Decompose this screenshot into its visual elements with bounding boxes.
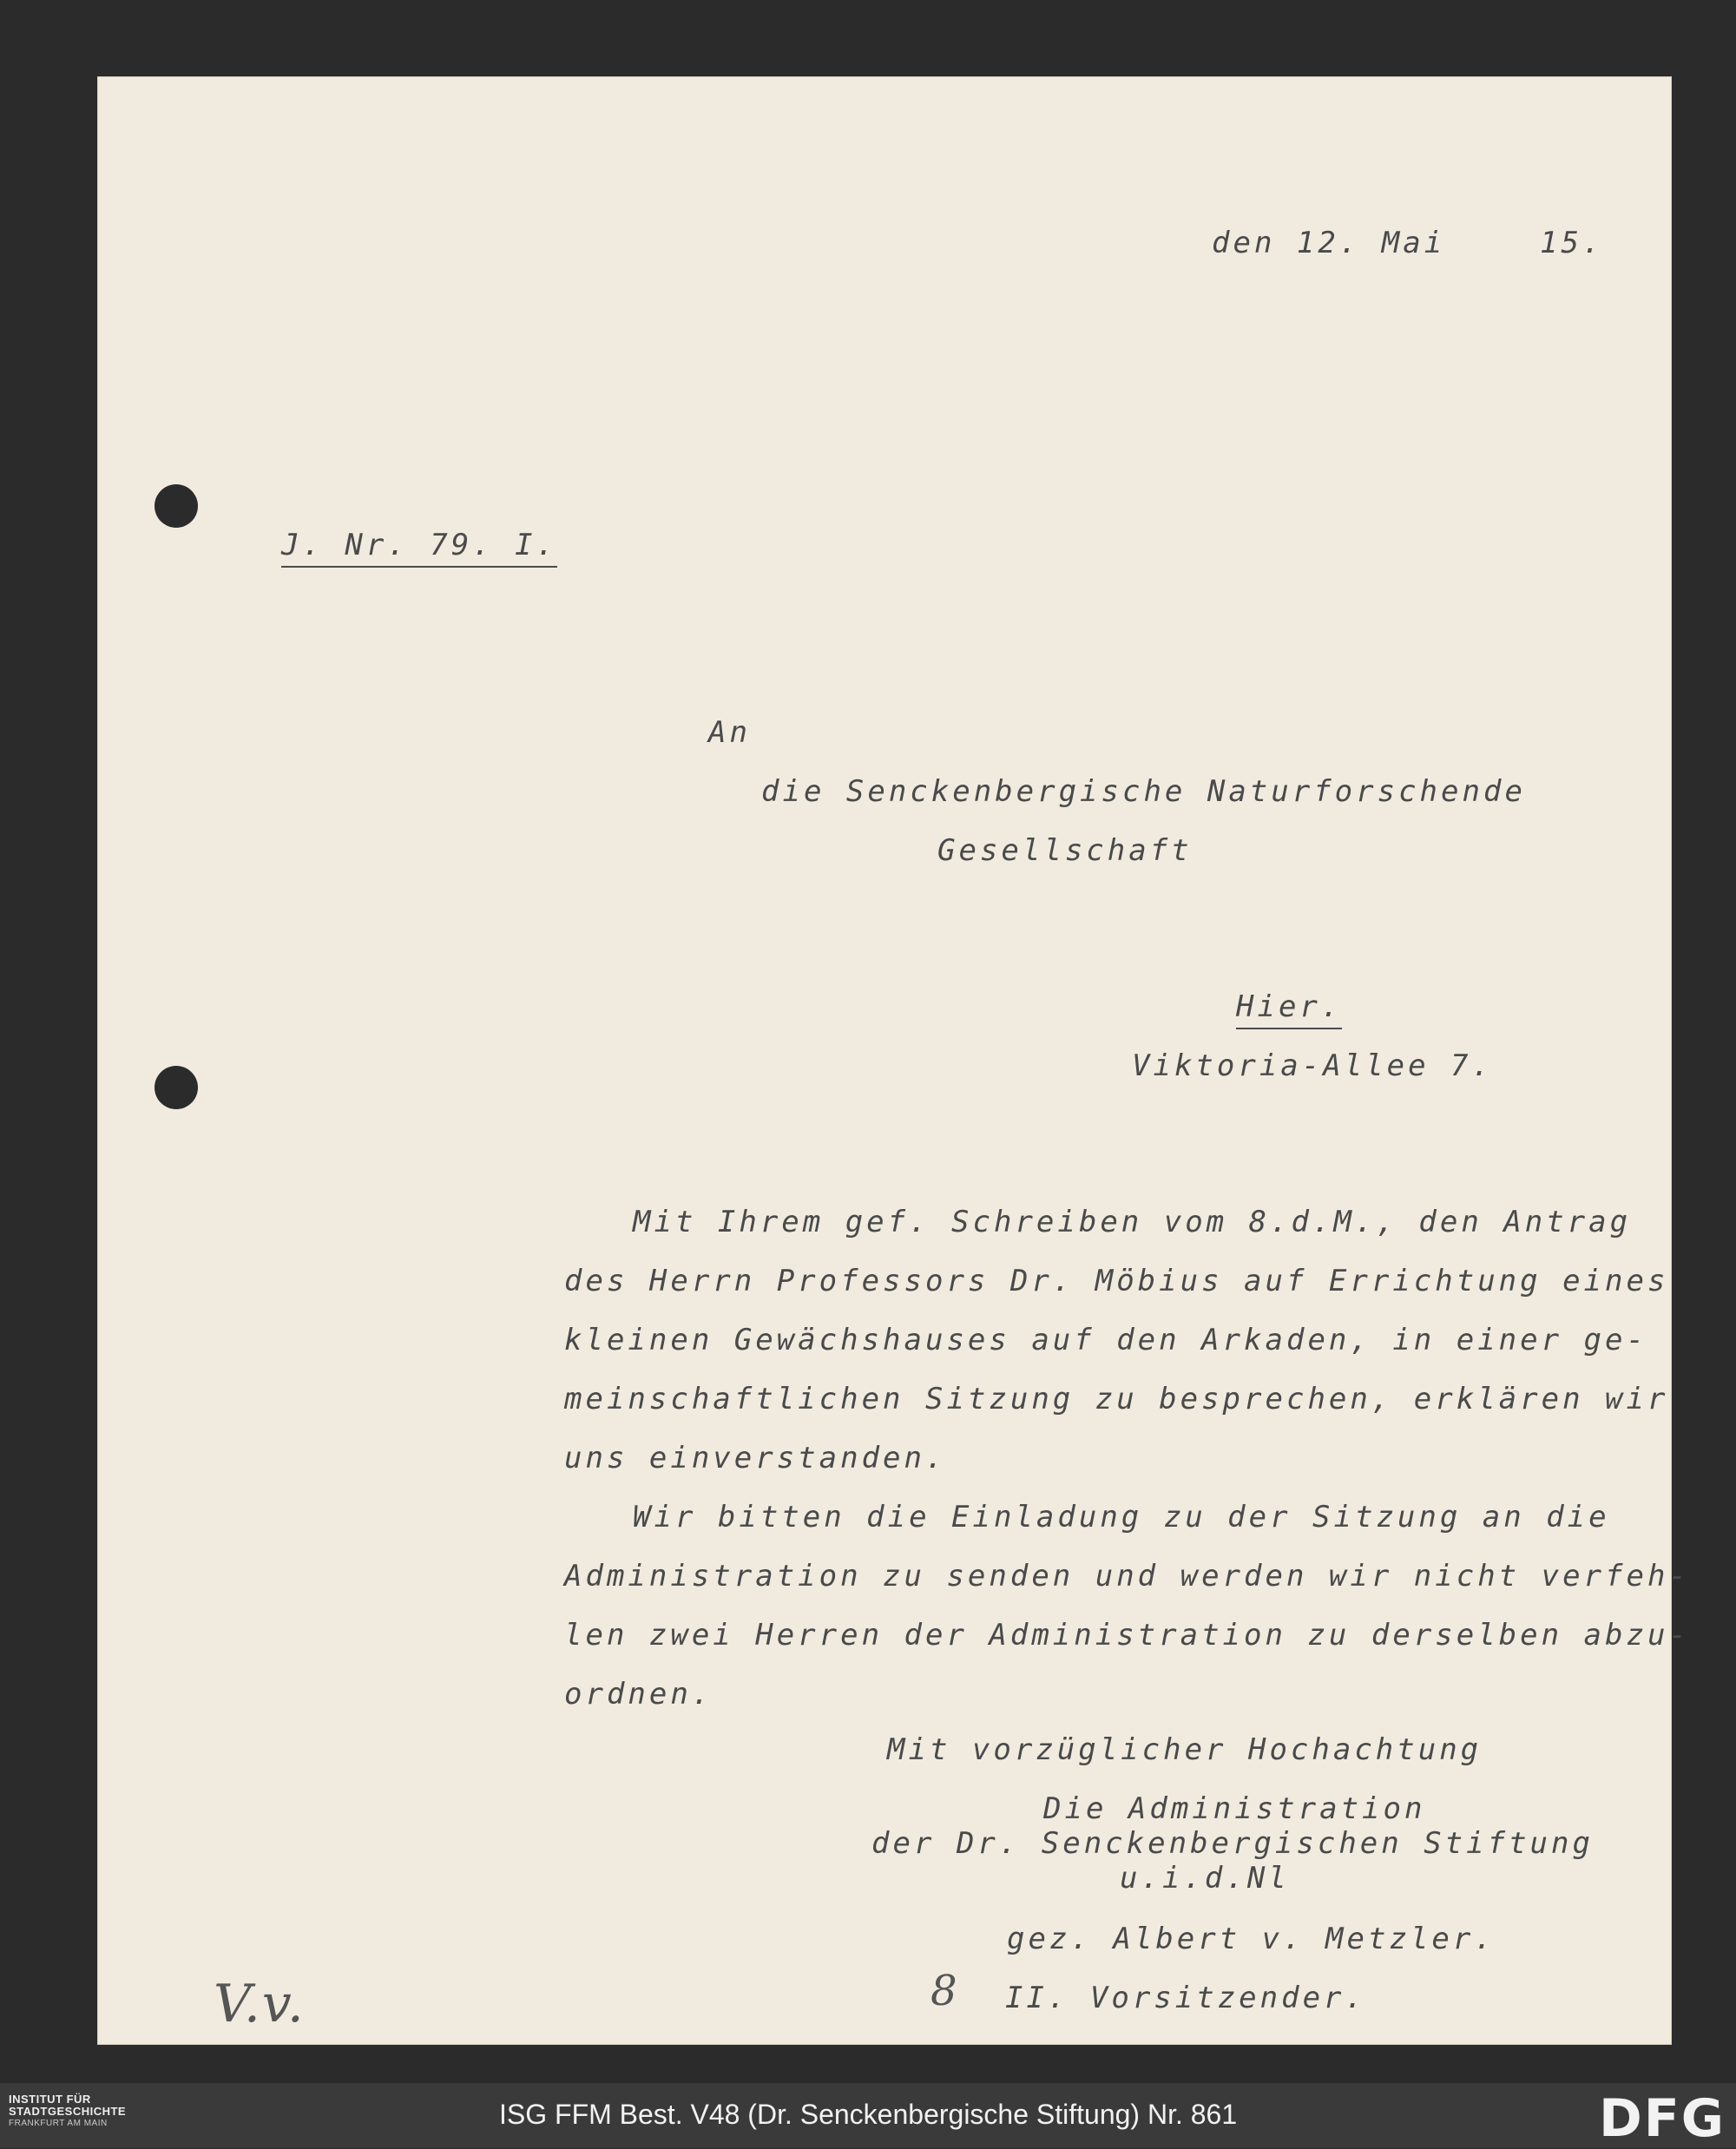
body-line: meinschaftlichen Sitzung zu besprechen, erklären wir: [564, 1382, 1669, 1416]
handwritten-mark: 8: [930, 1967, 959, 2015]
letter-year: 15.: [1540, 226, 1604, 260]
body-line: len zwei Herren der Administration zu derselben abzu-: [564, 1618, 1690, 1653]
recipient-to: An: [708, 715, 751, 750]
body-line: Administration zu senden und werden wir nicht verfeh-: [564, 1559, 1690, 1594]
body-line: kleinen Gewächshauses auf den Arkaden, in einer ge-: [564, 1323, 1647, 1357]
institution-label: [9, 2093, 174, 2130]
institution-city: FRANKFURT AM MAIN: [9, 2119, 108, 2128]
letter-page: [97, 76, 1690, 2045]
body-line: Wir bitten die Einladung zu der Sitzung an die: [633, 1500, 1610, 1535]
signature-line3: u.i.d.Nl: [1120, 1861, 1290, 1896]
signature-line2: der Dr. Senckenbergischen Stiftung: [871, 1826, 1594, 1861]
archive-caption: ISG FFM Best. V48 (Dr. Senckenbergische Stiftung) Nr. 861: [499, 2099, 1238, 2130]
archive-footer: [0, 2083, 1736, 2148]
signature-line5: II. Vorsitzender.: [1005, 1981, 1366, 2015]
recipient-place: Hier.: [1236, 989, 1342, 1029]
handwritten-initials: V.v.: [214, 1974, 306, 2034]
punch-hole: [155, 484, 198, 528]
recipient-line2: Gesellschaft: [937, 833, 1193, 868]
body-line: ordnen.: [564, 1677, 713, 1712]
closing: Mit vorzüglicher Hochachtung: [887, 1732, 1483, 1767]
body-line: des Herrn Professors Dr. Möbius auf Errichtung eines: [564, 1264, 1669, 1298]
signature-line1: Die Administration: [1043, 1791, 1426, 1826]
signature-line4: gez. Albert v. Metzler.: [1007, 1922, 1496, 1956]
reference-number: J. Nr. 79. I.: [281, 528, 557, 568]
punch-hole: [155, 1066, 198, 1109]
letter-date: den 12. Mai: [1212, 226, 1446, 260]
recipient-line1: die Senckenbergische Naturforschende: [761, 774, 1526, 809]
institution-line: STADTGESCHICHTE: [9, 2105, 127, 2118]
body-line: uns einverstanden.: [564, 1441, 947, 1475]
dfg-logo: DFG: [1598, 2088, 1726, 2149]
institution-line: INSTITUT FÜR: [9, 2093, 91, 2106]
recipient-street: Viktoria-Allee 7.: [1132, 1048, 1493, 1083]
body-line: Mit Ihrem gef. Schreiben vom 8.d.M., den Antrag: [633, 1205, 1632, 1239]
